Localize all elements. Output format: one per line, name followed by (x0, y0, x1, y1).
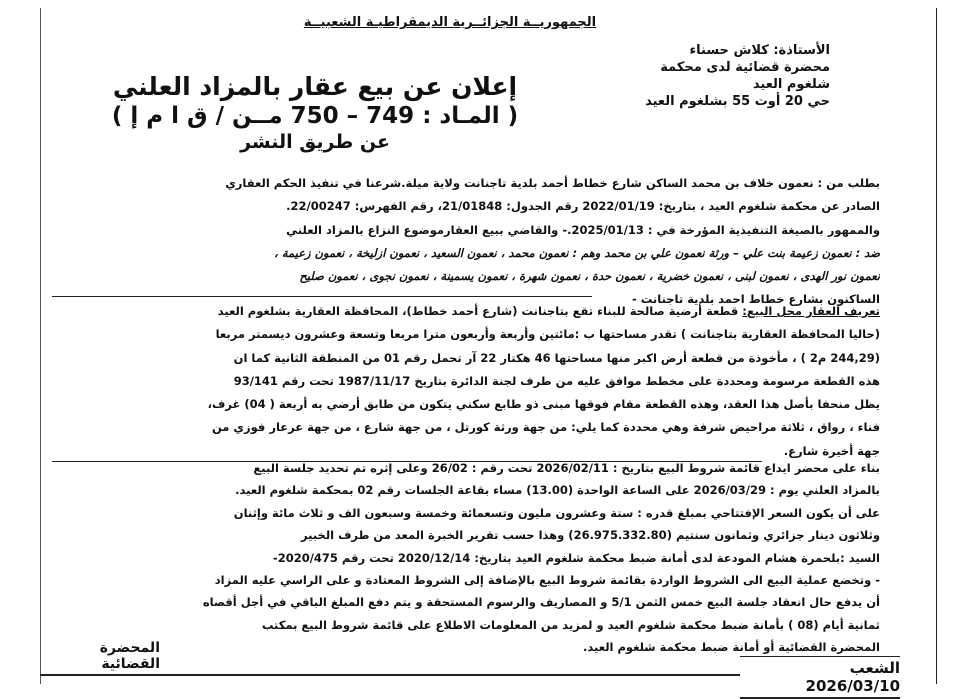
newspaper-name: الشعب (849, 659, 900, 677)
text-line: (حاليا المحافظة العقارية بتاجنانت ) تقدر مساحتها ب :مائتين وأربعة وأربعون مترا مربعا وتسعة وعشرون ديسمتر مربعا (215, 327, 880, 342)
text-line: ثمانية أيام (08 ) بأمانة ضبط محكمة شلغوم العيد و لمزيد من المعلومات الاطلاع على قائمة شروط البيع بمكتب (261, 617, 880, 632)
text-line: المحضرة القضائية أو أمانة ضبط محكمة شلغوم العيد. (583, 640, 880, 655)
text-line: ضد : نعمون زعيمة بنت علي – ورثة نعمون علي بن محمد وهم : نعمون محمد ، نعمون السعيد ، نعمون ازليخة ، نعمون زعيمة ، (274, 245, 880, 260)
text-line: يظل منحفا بأصل هذا العقد، وهذه القطعة مقام فوقها مبنى ذو طابع سكني يتكون من طابق أرضي به أربعة ( 04) غرف، (207, 397, 880, 412)
paragraph-sale-session (52, 457, 880, 659)
text-line: والممهور بالصيغة التنفيذية المؤرخة في : 2025/01/13.- والقاضي ببيع العقارموضوع النزاع بالمزاد العلني (286, 222, 880, 237)
publication-method: عن طريق النشر (240, 131, 390, 153)
text-line: نعمون نور الهدى ، نعمون لبنى ، نعمون خضرية ، نعمون حدة ، نعمون شهرة ، نعمون يسمينة ، نعمون نجوى ، نعمون صليح (299, 269, 880, 284)
court-name: شلغوم العيد (752, 77, 830, 92)
text-line: فناء ، رواق ، ثلاثة مراحيض شرفة وهي محددة كما يلي: من جهة ورثة كورتل ، من جهة شارع ، من جهة عرعار فوزي من (211, 420, 880, 435)
text-line: الساكنون بشارع خطاط احمد بلدية تاجنانت - (631, 292, 880, 307)
text-line: جهة أخيرة شارع. (783, 443, 880, 458)
text-line: بالمزاد العلني يوم : 2026/03/29 على الساعة الواحدة (13.00) مساء بقاعة الجلسات رقم 02 بمحكمة شلغوم العيد. (235, 483, 880, 498)
paragraph-property-description (52, 300, 880, 463)
property-label: تعريف العقار محل البيع: (742, 304, 880, 318)
newspaper-footer (740, 656, 900, 699)
divider (52, 296, 592, 297)
text-line: أن يدفع حال انعقاد جلسة البيع خمس الثمن 5/1 و المصاريف والرسوم المستحقة و يتم دفع المبلغ الباقي في أجل أقصاه (202, 595, 880, 610)
text-line: تعريف العقار محل البيع: قطعة أرضية صالحة للبناء تقع بتاجنانت (شارع أحمد خطاط)، المحافظة العقارية بشلغوم العيد (217, 304, 880, 318)
legal-reference: ( المـاد : 749 – 750 مــن / ق ا م إ ) (111, 103, 519, 129)
paragraph-request (52, 172, 880, 312)
announcement-title: إعلان عن بيع عقار بالمزاد العلني (112, 72, 518, 101)
text-line: - وتخضع عملية البيع الى الشروط الواردة بقائمة شروط البيع بالإضافة إلى الشروط المعتادة و على الراسي عليه المزاد (214, 572, 880, 587)
text-line: بناء على محضر ايداع قائمة شروط البيع بتاريخ : 2026/02/11 تحت رقم : 26/02 وعلى إثره تم تحديد جلسة البيع (253, 461, 880, 475)
signoff: المحضرة القضائية (99, 640, 160, 672)
republic-header: الجمهوريــة الجزائــرية الديمقراطيـة الشعبيــة (303, 15, 597, 30)
bailiff-name: الأستاذة: كلاش حسناء (689, 43, 830, 58)
announcement-title-block (90, 72, 540, 154)
text-line: على أن يكون السعر الإفتتاحي بمبلغ قدره : ستة وعشرون مليون وتسعمائة وخمسة وسبعون الف و ثلاث مائة وإثنان (233, 505, 880, 520)
bailiff-office-block (580, 42, 830, 110)
office-address: حي 20 أوت 55 بشلغوم العيد (645, 94, 830, 109)
text-line: الصادر عن محكمة شلغوم العيد ، بتاريخ: 2022/01/19 رقم الجدول: 21/01848، رقم الفهرس: 22/00247. (286, 199, 880, 214)
publication-date: 2026/03/10 (805, 677, 900, 695)
text-line: بطلب من : نعمون خلاف بن محمد الساكن شارع خطاط أحمد بلدية تاجنانت ولاية ميلة.شرعنا في تنفيذ الحكم العقاري (225, 176, 880, 190)
text-line: وثلاثون دينار جزائري وثمانون سنتيم (26.975.332.80) وهذا حسب تقرير الخبرة المعد من طرف الخبير (300, 528, 880, 543)
text-line: (244,29 م2 ) ، مأخوذة من قطعة أرض اكبر منها مساحتها 46 هكتار 22 آر تحمل رقم 01 من المنطقة الثانية كما ان (233, 350, 880, 365)
text-line: هذه القطعة مرسومة ومحددة على مخطط موافق عليه من طرف لجنة الدائرة بتاريخ 1987/11/17 تحت رقم 93/141 (233, 373, 880, 388)
bailiff-title: محضرة قضائية لدى محكمة (660, 60, 830, 75)
bottom-rule (40, 674, 740, 676)
text-line: السيد :بلحمرة هشام المودعة لدى أمانة ضبط محكمة شلغوم العيد بتاريخ: 2020/12/14 تحت رقم 2020/475- (272, 550, 880, 565)
